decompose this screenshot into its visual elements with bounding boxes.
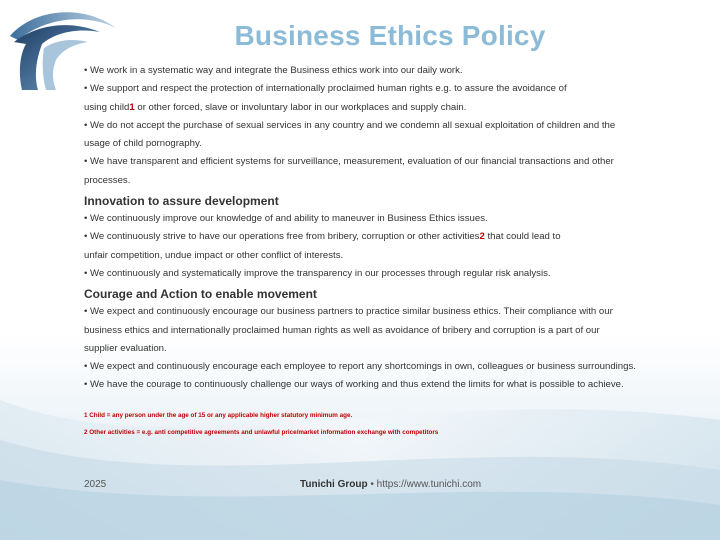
policy-line: supplier evaluation. (84, 342, 167, 354)
policy-line: • We expect and continuously encourage our business partners to practice similar business ethics. Their compliance with our (84, 306, 613, 318)
footnote-ref-1: 1 (129, 101, 135, 113)
policy-line: • We have the courage to continuously challenge our ways of working and thus extend the limits for what is possible to achieve. (84, 379, 624, 391)
policy-line: • We work in a systematic way and integrate the Business ethics work into our daily work. (84, 65, 463, 76)
policy-line: • We continuously improve our knowledge of and ability to maneuver in Business Ethics issues. (84, 213, 488, 225)
footnote-2: 2 Other activities = e.g. anti competitive agreements and unlawful price/market information exchange with competitors (84, 429, 439, 437)
section-heading-courage: Courage and Action to enable movement (84, 287, 317, 302)
policy-line: • We have transparent and efficient systems for surveillance, measurement, evaluation of our financial transactions and other (84, 156, 614, 168)
policy-line: processes. (84, 174, 131, 186)
policy-text: or other forced, slave or involuntary labor in our workplaces and supply chain. (134, 101, 467, 113)
policy-line: • We do not accept the purchase of sexual services in any country and we condemn all sexual exploitation of children and the (84, 119, 616, 131)
section-heading-innovation: Innovation to assure development (84, 194, 279, 209)
footnote-ref-2: 2 (479, 231, 485, 243)
page-title: Business Ethics Policy (234, 20, 546, 51)
footnotes (84, 407, 704, 442)
policy-line: unfair competition, undue impact or other conflict of interests. (84, 249, 344, 261)
policy-line: • We continuously and systematically improve the transparency in our processes through regular risk analysis. (84, 267, 551, 279)
policy-text: that could lead to (484, 231, 561, 243)
footnote-1: 1 Child = any person under the age of 15 or any applicable higher statutory minimum age. (84, 411, 353, 419)
footer-year: 2025 (84, 479, 107, 490)
policy-text: • We continuously strive to have our operations free from bribery, corruption or other activities (84, 231, 480, 243)
footer-company-name: Tunichi Group (300, 479, 368, 490)
footer-url[interactable]: https://www.tunichi.com (376, 479, 482, 490)
policy-line (84, 99, 704, 117)
policy-text: using child (84, 101, 130, 113)
policy-line: business ethics and internationally proclaimed human rights as well as avoidance of bribery and corruption is a part of our (84, 324, 600, 336)
policy-line: • We expect and continuously encourage each employee to report any shortcomings in own, colleagues or business surroundings. (84, 361, 636, 373)
policy-content (84, 62, 704, 442)
footer-company-info (300, 479, 481, 490)
policy-line: usage of child pornography. (84, 138, 202, 150)
policy-line (84, 228, 704, 246)
policy-line: • We support and respect the protection of internationally proclaimed human rights e.g. to assure the avoidance of (84, 83, 567, 95)
footer-separator: • (367, 479, 377, 490)
